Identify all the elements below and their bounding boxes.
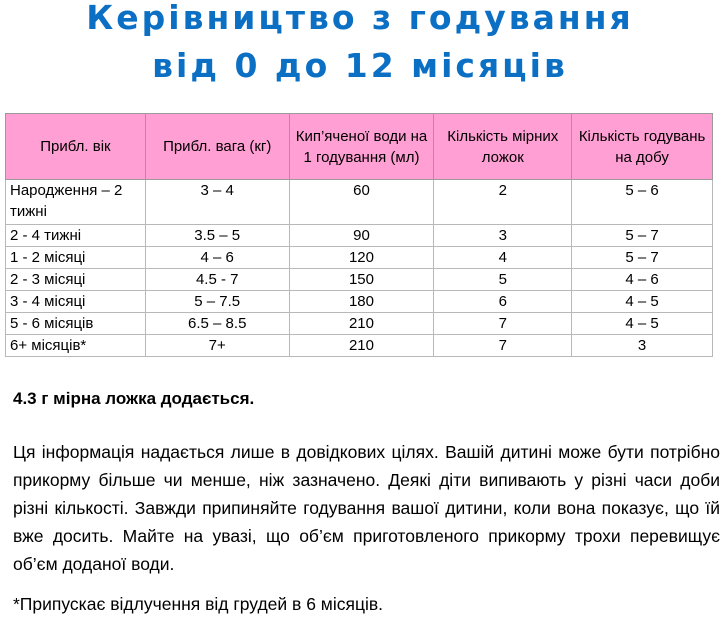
- footnote: *Припускає відлучення від грудей в 6 місяців.: [13, 594, 384, 614]
- cell-weight: 4 – 6: [145, 247, 289, 269]
- cell-scoops: 2: [434, 180, 572, 225]
- title-line-2: від 0 до 12 місяців: [152, 46, 568, 85]
- cell-age: 3 - 4 місяці: [6, 291, 146, 313]
- cell-feeds: 4 – 5: [572, 313, 713, 335]
- cell-weight: 7+: [145, 335, 289, 357]
- cell-age: 5 - 6 місяців: [6, 313, 146, 335]
- cell-scoops: 3: [434, 225, 572, 247]
- cell-water: 210: [289, 313, 434, 335]
- table-row: [6, 291, 713, 313]
- cell-scoops: 7: [434, 335, 572, 357]
- table-header-row: [6, 114, 713, 180]
- cell-scoops: 5: [434, 269, 572, 291]
- cell-feeds: 5 – 7: [572, 225, 713, 247]
- cell-water: 180: [289, 291, 434, 313]
- cell-age: 6+ місяців*: [6, 335, 146, 357]
- cell-water: 210: [289, 335, 434, 357]
- cell-age: 2 - 3 місяці: [6, 269, 146, 291]
- cell-feeds: 3: [572, 335, 713, 357]
- header-water: Кип’яченої води на 1 годування (мл): [289, 114, 434, 180]
- cell-water: 60: [289, 180, 434, 225]
- header-age: Прибл. вік: [6, 114, 146, 180]
- cell-age: Народження – 2 тижні: [6, 180, 146, 225]
- cell-feeds: 4 – 6: [572, 269, 713, 291]
- cell-feeds: 5 – 7: [572, 247, 713, 269]
- header-weight: Прибл. вага (кг): [145, 114, 289, 180]
- table-row: [6, 269, 713, 291]
- cell-weight: 6.5 – 8.5: [145, 313, 289, 335]
- cell-weight: 5 – 7.5: [145, 291, 289, 313]
- feeding-table: [5, 113, 713, 357]
- table-row: [6, 225, 713, 247]
- table-row: [6, 247, 713, 269]
- title-line-1: Керівництво з годування: [86, 0, 634, 37]
- cell-water: 120: [289, 247, 434, 269]
- cell-age: 1 - 2 місяці: [6, 247, 146, 269]
- cell-scoops: 7: [434, 313, 572, 335]
- cell-weight: 4.5 - 7: [145, 269, 289, 291]
- cell-feeds: 5 – 6: [572, 180, 713, 225]
- table-row: [6, 335, 713, 357]
- info-paragraph: Ця інформація надається лише в довідкових цілях. Вашій дитині може бути потрібно прикорму більше чи менше, ніж зазначено. Деякі діти випивають у різні часи доби різні кількості. Завжди припиняйте годування вашої дитини, коли вона показує, що їй вже досить. Майте на увазі, що об’єм приготовленого прикорму трохи перевищує об’єм доданої води.: [13, 442, 720, 574]
- cell-feeds: 4 – 5: [572, 291, 713, 313]
- scoop-note: 4.3 г мірна ложка додається.: [13, 389, 255, 408]
- cell-water: 150: [289, 269, 434, 291]
- header-feeds: Кількість годувань на добу: [572, 114, 713, 180]
- cell-weight: 3.5 – 5: [145, 225, 289, 247]
- header-scoops: Кількість мірних ложок: [434, 114, 572, 180]
- cell-water: 90: [289, 225, 434, 247]
- table-row: [6, 180, 713, 225]
- cell-age: 2 - 4 тижні: [6, 225, 146, 247]
- cell-scoops: 6: [434, 291, 572, 313]
- cell-scoops: 4: [434, 247, 572, 269]
- cell-weight: 3 – 4: [145, 180, 289, 225]
- page-title: [0, 0, 720, 90]
- table-row: [6, 313, 713, 335]
